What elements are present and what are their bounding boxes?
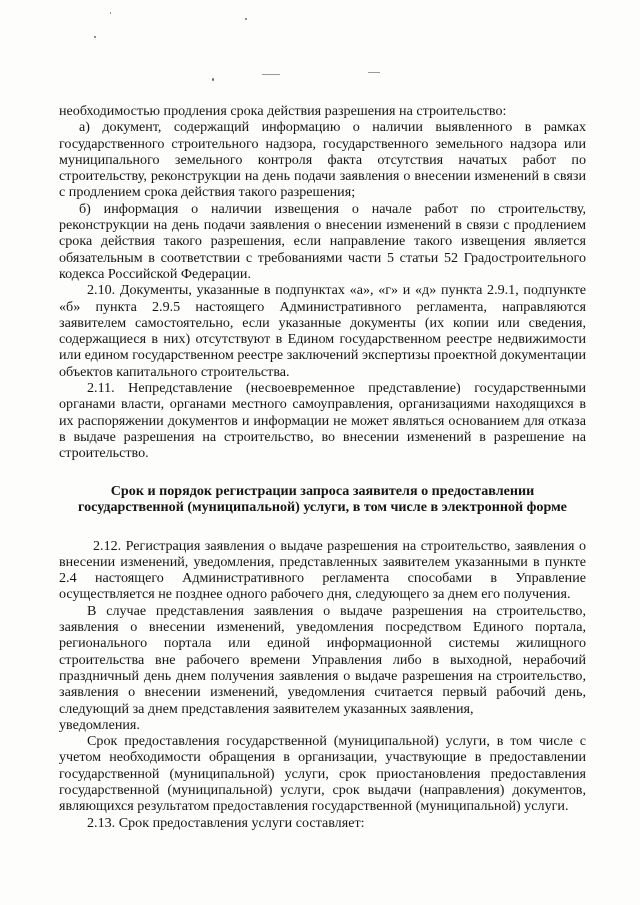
scan-speck — [245, 18, 247, 20]
paragraph-continuation: необходимостью продления срока действия разрешения на строительство: — [59, 103, 507, 119]
paragraph-2-11: 2.11. Непредставление (несвоевременное представление) государственными органами власти, органами местного самоуправления, организациями находящихся в их распоряжении документов и информации не может являться основанием для отказа в выдаче разрешения на строительство, во внесении изменений в разрешение на строительство. — [59, 380, 586, 462]
section-heading-line-1: Срок и порядок регистрации запроса заявителя о предоставлении — [110, 482, 535, 499]
scan-speck — [94, 36, 96, 38]
paragraph-term: Срок предоставления государственной (муниципальной) услуги, в том числе с учетом необходимости обращения в организации, участвующие в предоставлении государственной (муниципальной) услуги, срок приостановления предоставления государственной (муниципальной) услуги, срок выдачи (направления) документов, являющихся результатом предоставления государственной (муниципальной) услуги. — [59, 733, 586, 815]
paragraph-item-b: б) информация о наличии извещения о начале работ по строительству, реконструкции на день подачи заявления о внесении изменений в связи с продлением срока действия такого разрешения, если направление такого извещения является обязательным в соответствии с требованиями части 5 статьи 52 Градостроительного кодекса Российской Федерации. — [59, 200, 586, 282]
paragraph-2-12: 2.12. Регистрация заявления о выдаче разрешения на строительство, заявления о внесении изменений, уведомления, представленных заявителем указанными в пункте 2.4 настоящего Административного регламента способами в Управление осуществляется не позднее одного рабочего дня, следующего за днем его получения. — [59, 537, 586, 603]
scan-speck — [212, 78, 214, 81]
paragraph-notice-word: уведомления. — [59, 716, 140, 733]
paragraph-2-13: 2.13. Срок предоставления услуги составляет: — [87, 814, 365, 831]
section-heading-line-2: государственной (муниципальной) услуги, в том числе в электронной форме — [78, 499, 567, 516]
paragraph-case: В случае представления заявления о выдаче разрешения на строительство, заявления о внесении изменений, уведомления посредством Единого портала, регионального портала или единой информационной системы жилищного строительства вне рабочего времени Управления либо в выходной, нерабочий праздничный день днем получения заявления о выдаче разрешения на строительство, заявления о внесении изменений, уведомления считается первый рабочий день, следующий за днем представления заявителем указанных заявления, — [59, 602, 586, 717]
scan-artifact — [368, 72, 380, 73]
section-heading — [59, 483, 586, 516]
scan-artifact — [262, 74, 280, 75]
paragraph-2-10: 2.10. Документы, указанные в подпунктах «а», «г» и «д» пункта 2.9.1, подпункте «б» пункта 2.9.5 настоящего Административного регламента, направляются заявителем самостоятельно, если указанные документы (их копии или сведения, содержащиеся в них) отсутствуют в Едином государственном реестре недвижимости или едином государственном реестре заключений экспертизы проектной документации объектов капитального строительства. — [59, 282, 586, 380]
paragraph-item-a: а) документ, содержащий информацию о наличии выявленного в рамках государственного строительного надзора, государственного земельного надзора или муниципального земельного контроля факта отсутствия начатых работ по строительству, реконструкции на день подачи заявления о внесении изменений в связи с продлением срока действия такого разрешения; — [59, 119, 586, 201]
scan-speck — [110, 12, 111, 14]
